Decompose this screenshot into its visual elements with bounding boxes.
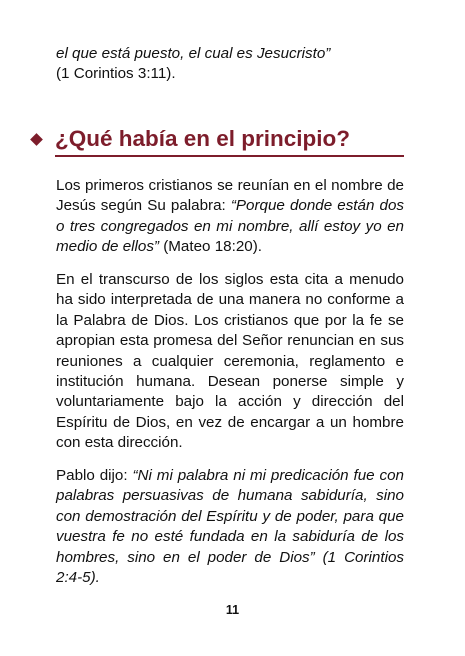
section-heading: ¿Qué había en el principio?	[55, 126, 351, 151]
paragraph-1-reference: (Mateo 18:20).	[159, 238, 262, 256]
section-header	[30, 124, 404, 158]
diamond-bullet-icon	[30, 133, 43, 146]
paragraph-1	[56, 176, 404, 258]
paragraph-1-text: Los primeros cristianos se reunían en el nombre de Jesús según Su palabra:	[56, 177, 404, 215]
paragraph-2-text: En el transcurso de los siglos esta cita a menudo ha sido interpretada de una manera no conforme a la Palabra de Dios. Los cristianos que por la fe se apropian esta promesa del Señor renuncian en sus reuniones a cualquier ceremonia, reglamento e institución humana. Desean ponerse simple y voluntariamente bajo la acción y dirección del Espíritu de Dios, en vez de encargar a un hombre con esta dirección.	[56, 271, 404, 452]
quote-reference: (1 Corintios 3:11).	[56, 65, 176, 83]
page-number: 11	[225, 603, 240, 617]
continued-quote	[56, 44, 404, 85]
heading-underline	[55, 155, 404, 157]
paragraph-1-quote: “Porque donde están dos o tres congregados en mi nombre, allí estoy yo en medio de ellos”	[56, 197, 404, 256]
paragraph-3-quote: “Ni mi palabra ni mi predicación fue con palabras persuasivas de humana sabiduría, sino con demostración del Espíritu y de poder, para que vuestra fe no esté fundada en la sabiduría de los hombres, sino en el poder de Dios” (1 Corintios 2:4-5).	[56, 467, 404, 587]
paragraph-2	[56, 270, 404, 454]
quote-text: el que está puesto, el cual es Jesucristo”	[56, 45, 331, 62]
paragraph-3-text: Pablo dijo:	[56, 467, 133, 484]
paragraph-3	[56, 466, 404, 588]
